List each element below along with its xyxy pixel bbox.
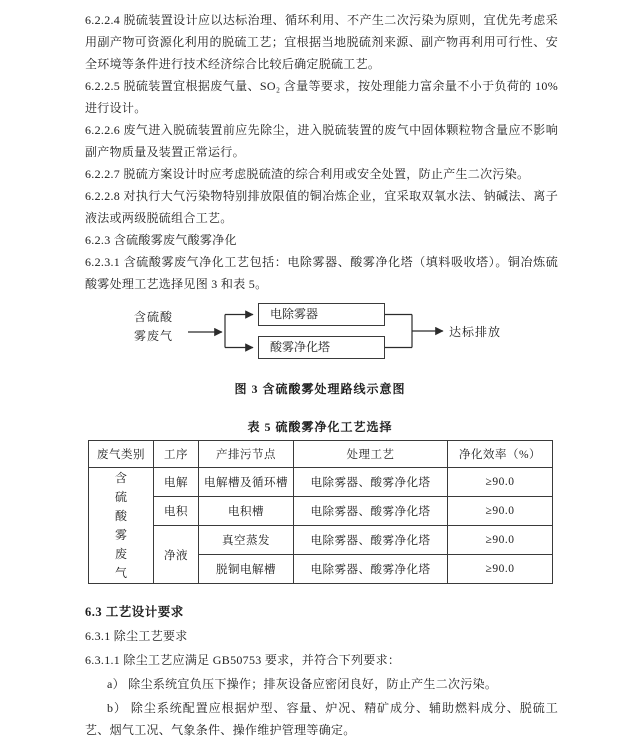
- cell-node: 电积槽: [199, 497, 294, 526]
- flow-output-label: 达标排放: [449, 325, 502, 339]
- cell-node: 脱铜电解槽: [199, 555, 294, 584]
- paragraph-6228: 6.2.2.8 对执行大气污染物特别排放限值的铜冶炼企业，宜采取双氧水法、钠碱法、离子液法或两级脱硫组合工艺。: [85, 189, 558, 225]
- figure-3-flow-diagram: [0, 295, 640, 371]
- cell-treatment: 电除雾器、酸雾净化塔: [294, 526, 448, 555]
- cell-node: 真空蒸发: [199, 526, 294, 555]
- table-5-title: 表 5 硫酸雾净化工艺选择: [247, 420, 393, 434]
- flow-box-electrostatic-demister: 电除雾器: [258, 303, 385, 326]
- section-63: [0, 584, 640, 737]
- col-header-efficiency: 净化效率（%）: [448, 441, 553, 468]
- flow-input-label: [134, 308, 173, 346]
- col-header-process: 工序: [154, 441, 199, 468]
- table-row: [89, 497, 553, 526]
- table-5: [88, 440, 553, 584]
- col-header-pollution-node: 产排污节点: [199, 441, 294, 468]
- cell-process: 电积: [154, 497, 199, 526]
- col-header-treatment: 处理工艺: [294, 441, 448, 468]
- flow-input-label-line2: 雾废气: [134, 329, 174, 343]
- paragraph-6224: 6.2.2.4 脱硫装置设计应以达标治理、循环利用、不产生二次污染为原则，宜优先考虑采用副产物可资源化利用的脱硫工艺；宜根据当地脱硫剂来源、副产物再利用可行性、安全环境等条件进行技术经济综合比较后确定脱硫工艺。: [85, 13, 558, 71]
- col-header-waste-gas-type: 废气类别: [89, 441, 154, 468]
- paragraph-631: 6.3.1 除尘工艺要求: [85, 629, 188, 643]
- cell-node: 电解槽及循环槽: [199, 468, 294, 497]
- paragraph-6231: 6.2.3.1 含硫酸雾废气净化工艺包括：电除雾器、酸雾净化塔（填料吸收塔）。铜冶炼硫酸雾处理工艺选择见图 3 和表 5。: [85, 255, 558, 291]
- cell-efficiency: ≥90.0: [448, 526, 553, 555]
- cell-efficiency: ≥90.0: [448, 555, 553, 584]
- figure-3-caption: 图 3 含硫酸雾处理路线示意图: [234, 382, 406, 396]
- list-item-a: a） 除尘系统宜负压下操作；排灰设备应密闭良好，防止产生二次污染。: [107, 677, 498, 691]
- cell-treatment: 电除雾器、酸雾净化塔: [294, 468, 448, 497]
- cell-process: 净液: [154, 526, 199, 584]
- paragraph-623: 6.2.3 含硫酸雾废气酸雾净化: [85, 233, 237, 247]
- table-row: [89, 526, 553, 555]
- paragraph-6225: 6.2.2.5 脱硫装置宜根据废气量、SO₂ 含量等要求，按处理能力富余量不小于负荷的 10%进行设计。: [85, 79, 558, 115]
- section-63-heading: 6.3 工艺设计要求: [85, 605, 184, 619]
- section-622-paragraphs: [0, 0, 640, 295]
- cell-efficiency: ≥90.0: [448, 497, 553, 526]
- cell-treatment: 电除雾器、酸雾净化塔: [294, 555, 448, 584]
- paragraph-6226: 6.2.2.6 废气进入脱硫装置前应先除尘，进入脱硫装置的废气中固体颗粒物含量应不影响副产物质量及装置正常运行。: [85, 123, 558, 159]
- cell-category: 含硫酸雾废气: [89, 468, 154, 584]
- flow-input-label-line1: 含硫酸: [134, 310, 174, 324]
- cell-efficiency: ≥90.0: [448, 468, 553, 497]
- list-item-b: b） 除尘系统配置应根据炉型、容量、炉况、精矿成分、辅助燃料成分、脱硫工艺、烟气工况、气象条件、操作维护管理等确定。: [85, 701, 558, 737]
- table-header-row: [89, 441, 553, 468]
- flow-box-acid-mist-tower: 酸雾净化塔: [258, 336, 385, 359]
- paragraph-6227: 6.2.2.7 脱硫方案设计时应考虑脱硫渣的综合利用或安全处置，防止产生二次污染。: [85, 167, 530, 181]
- paragraph-6311: 6.3.1.1 除尘工艺应满足 GB50753 要求，并符合下列要求：: [85, 653, 401, 667]
- cell-treatment: 电除雾器、酸雾净化塔: [294, 497, 448, 526]
- cell-process: 电解: [154, 468, 199, 497]
- table-row: [89, 468, 553, 497]
